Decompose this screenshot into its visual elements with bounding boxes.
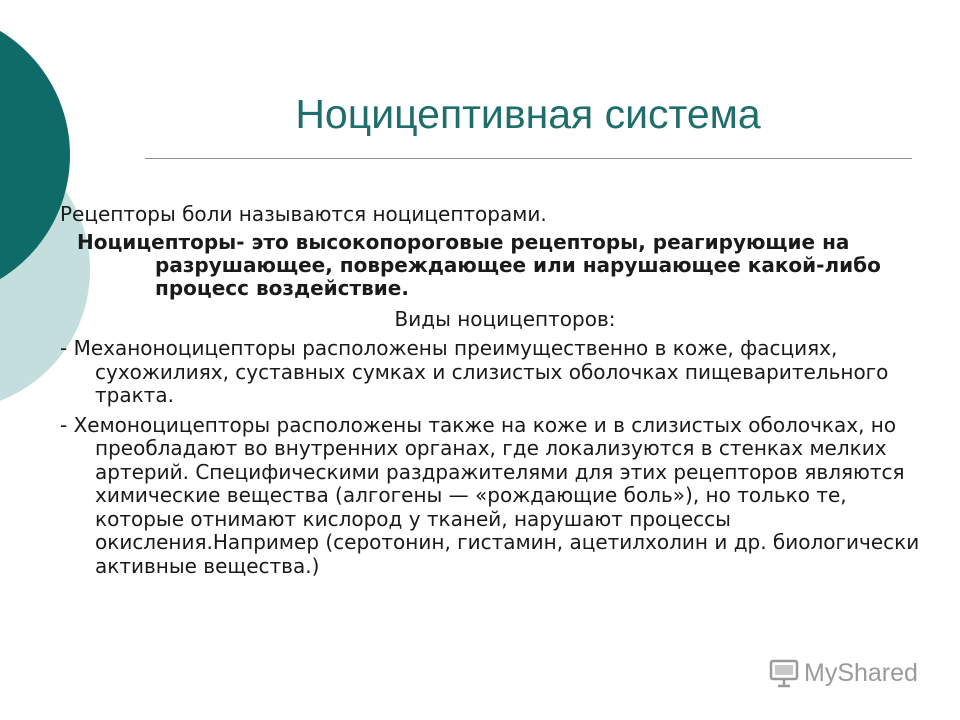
watermark-text: MyShared	[804, 658, 918, 687]
definition-paragraph: Ноцицепторы- это высокопороговые рецепторы, реагирующие на разрушающее, повреждающее или нарушающее какой-либо процесс воздействие.	[77, 229, 881, 300]
mechanoreceptors-paragraph: - Механоноцицепторы расположены преимущественно в коже, фасциях, сухожилиях, суставных сумках и слизистых оболочках пищеварительного тракта.	[60, 336, 889, 407]
slide-title: Ноцицептивная система	[295, 91, 761, 137]
slide-body	[60, 203, 920, 584]
presentation-board-icon	[768, 657, 800, 689]
types-heading: Виды ноцицепторов:	[394, 306, 616, 331]
watermark-logo	[768, 657, 918, 689]
chemoreceptors-paragraph: - Хемоноцицепторы расположены также на коже и в слизистых оболочках, но преобладают во внутренних органах, где локализуются в стенках мелких артерий. Специфическими раздражителями для этих рецепторов являются химические вещества (алгогены — «рождающие боль»), но только те, которые отнимают кислород у тканей, нарушают процессы окисления.Например (серотонин, гистамин, ацетилхолин и др. биологически активные вещества.)	[60, 412, 920, 578]
intro-paragraph: Рецепторы боли называются ноцицепторами.	[60, 202, 547, 226]
title-underline	[145, 158, 912, 159]
